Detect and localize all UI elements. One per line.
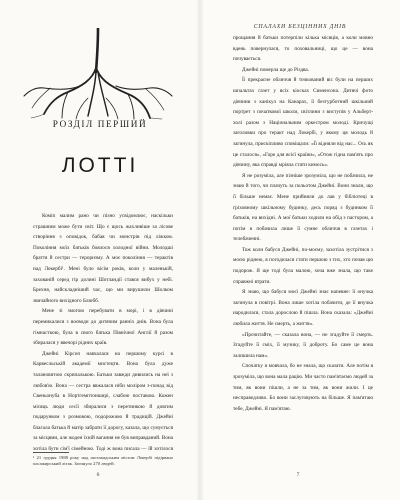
chapter-title: ЛОТТІ — [61, 154, 139, 177]
tree-roots-illustration — [22, 28, 174, 120]
chapter-label: РОЗДІЛ ПЕРШИЙ — [52, 119, 148, 129]
paragraph: Спочатку я мовчала, бо не знала, що сказати. Але потім я зрозуміла, що вона мала рацію. Ми часто пам'ятаємо людей за тим, як вони пішли, а не за тим, як вони жили. І це несправедливо. Бо вони заслуговують на більше. Я пам'ятаю тебе, Джейні. Я пам'ятаю. — [233, 363, 373, 412]
book-gutter — [196, 0, 204, 500]
paragraph: Тож коли бабуся Джейні, по-моєму, захотіла зустрітися з моєю ріднею, я погодилася стати першою з тих, хто почав цю подорож. Я ще тоді була малою, хоча вже знала, що таке справжні втрати. — [233, 246, 373, 285]
page-number: 7 — [296, 472, 300, 478]
paragraph: прощання й батьки потерпіли кілька місяців, а коли мовно вдень повернулася, то поховальниці, що це — вона почувається. — [233, 35, 373, 63]
paragraph: Коміп малим рано чи пізно усвідомлює, наскільки страшним може бути світ. Що є щось жахливіше за лісове створіння з оповідок, бабая чи монстрів під ліжком. Покоління моїх батьків боялося холодної війни. Молодші браття й сестри — тероризму. А моє покоління — терактів над Локербі¹. Мені було вісім років, коли у маленькій, захованій серед гір долині Шотландії стався вибух у небі. Брехня, найскладніший час, що ми вирушили Шолком звичайного вихідного Блюбб. — [33, 213, 173, 304]
paragraph: Її прекрасне обличчя й точкований віс були на перших шпальтах газет у всіх кіосках Сименсона. Дитячі фото дівчини з канікул на Канарах, її безтурботний шкільний портрет з початкової школи, світлини з виступів у Альберт-холі разом з Національним оркестром молоді. Кричущі заголовки про теракт над Локербі, у якому ця молодь й загинула, прискіпливо сповіщали: «Її відняли від нас... Ось як це сталося», «Горе для всієї країни», «Отож гідна пам'ять про дівчину, яка справді мріяла стати кимось». — [233, 77, 373, 169]
right-page — [200, 0, 400, 500]
footnote-divider — [33, 452, 69, 453]
paragraph: Я знаю, що бабуся моєї Джейні знає напевне: її онучка загинула в повітрі. Вона лише хотіла побачити, де її внучка народилася, стала дорослою й пішла. Вона сказала: «Джейні любила життя. Не смерть, а життя». — [233, 289, 373, 328]
running-head: СПАЛАХИ БЕЗЦІННИХ ДНІВ — [253, 24, 347, 30]
right-body-text — [233, 33, 373, 467]
paragraph: Мене зі змогою перебувати в морі, і в дівчині перемикалися з воєводи до дитячим ранніх днів. Вона була гімнасткою, була в свого батька Північної Англії й разом збиралася у ввечорі рідних країв. — [33, 308, 173, 347]
footnote: ¹ 21 грудня 1988 року над шотландським містом Локербі підірвано пасажирський літак. Загинуло 270 людей. — [33, 455, 173, 467]
paragraph: Я не розуміла, але пізніше зрозуміла, що не побачила, не знаю й того, чи плачуть за польотом Джейні. Вони знали, що її більше немає. Мене прийняли до лав у бібліотеці в гріховному шкільному будинку, десь поряд з будинком її батьків, на вихідні. А мої батьки ходили на обід з пастором, а потім я побачила лише її сумне обличчя в газетах і телебаченні. — [233, 172, 373, 243]
left-body-text — [33, 211, 173, 453]
paragraph: Джейні Кірсоп навчалася на першому курсі в Карвесльській академії мистецтв. Вона була дуже талановитою скрипалькою. Батьки завжди дивились на неї з любов'ю. Вона — сестра ввжалася ніби моліром з-понад від Свеньонуба в Нортгемптонширі, слабою поставою. Кожен місяць люди сесії збиралися з перетинкою й довгим подарунком з розмовою, подорожжю й традицій. Джейні благала батька й матір забрати її дорогу, казала, що сумується за місцями, але жоден їхній вагання не був виправданий. Вона хотіла бути сім'ї сімейною. Тоді ж вона писала — їй хотілося — [33, 350, 173, 453]
paragraph: Джейні померла ще до Різдва. — [242, 66, 310, 73]
paragraph: «Прочитайте, — сказала вона, — не згадуйте її смерть. Згадуйте її сміх, її музику, її доброту. Бо саме це вона залишила нам». — [233, 331, 373, 359]
page-number: 6 — [96, 472, 100, 478]
